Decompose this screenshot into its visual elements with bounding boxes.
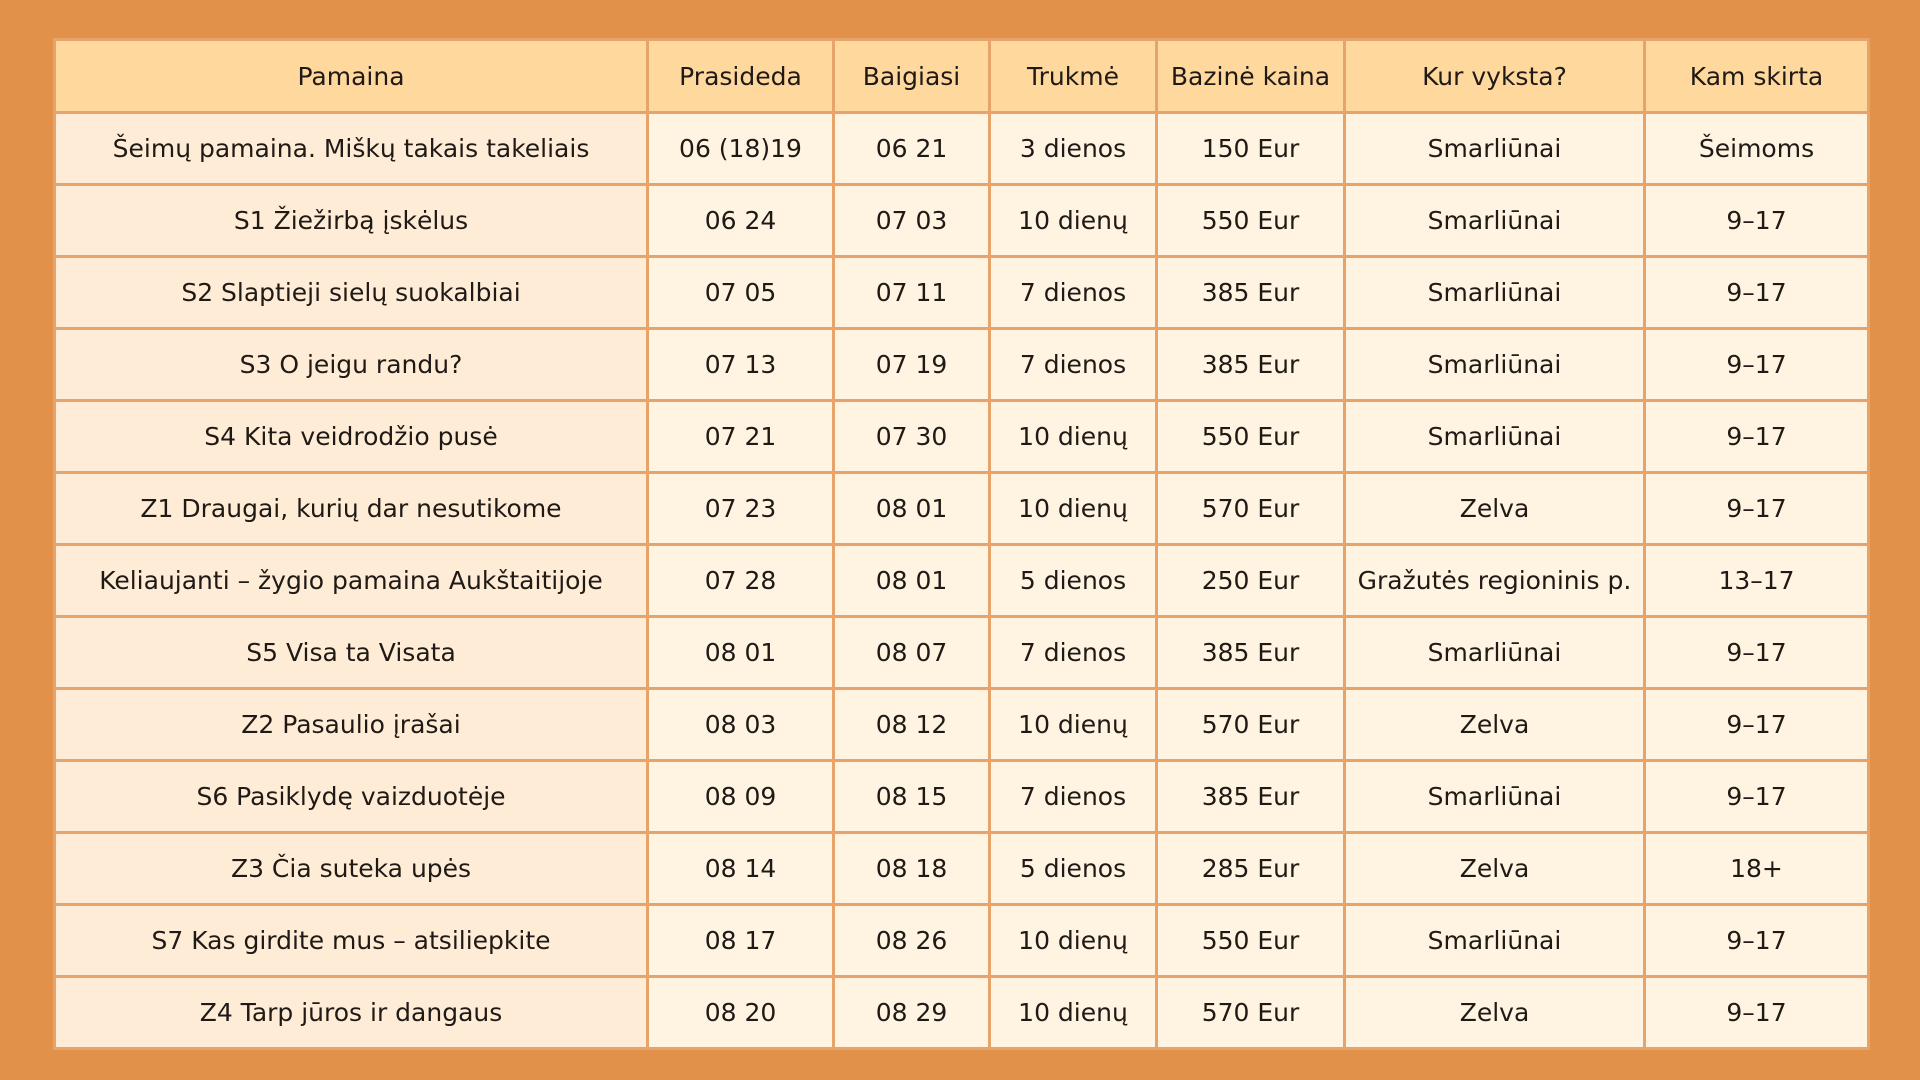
cell-kur-vyksta: Zelva [1345,473,1645,545]
cell-baigiasi: 08 01 [834,545,990,617]
cell-kur-vyksta: Zelva [1345,689,1645,761]
cell-prasideda: 08 09 [648,761,834,833]
table-row [55,977,1869,1049]
cell-baigiasi: 08 12 [834,689,990,761]
cell-kam-skirta: 9–17 [1645,473,1869,545]
cell-pamaina: Z3 Čia suteka upės [55,833,648,905]
cell-pamaina: S5 Visa ta Visata [55,617,648,689]
schedule-table-frame [53,38,1867,1042]
cell-baigiasi: 07 11 [834,257,990,329]
cell-pamaina: Šeimų pamaina. Miškų takais takeliais [55,113,648,185]
cell-baigiasi: 08 15 [834,761,990,833]
cell-trukme: 10 dienų [990,401,1157,473]
table-row [55,113,1869,185]
cell-kur-vyksta: Zelva [1345,977,1645,1049]
cell-baigiasi: 07 19 [834,329,990,401]
cell-kam-skirta: 18+ [1645,833,1869,905]
cell-bazine-kaina: 570 Eur [1157,977,1345,1049]
cell-trukme: 10 dienų [990,185,1157,257]
column-header-kam-skirta: Kam skirta [1645,40,1869,113]
table-row [55,185,1869,257]
camp-schedule-table [53,38,1870,1050]
column-header-pamaina: Pamaina [55,40,648,113]
cell-kur-vyksta: Smarliūnai [1345,113,1645,185]
cell-baigiasi: 08 29 [834,977,990,1049]
cell-bazine-kaina: 385 Eur [1157,617,1345,689]
cell-bazine-kaina: 385 Eur [1157,329,1345,401]
cell-kur-vyksta: Zelva [1345,833,1645,905]
cell-trukme: 7 dienos [990,329,1157,401]
cell-bazine-kaina: 285 Eur [1157,833,1345,905]
cell-pamaina: S6 Pasiklydę vaizduotėje [55,761,648,833]
cell-prasideda: 06 24 [648,185,834,257]
cell-trukme: 10 dienų [990,977,1157,1049]
cell-kur-vyksta: Smarliūnai [1345,185,1645,257]
cell-kam-skirta: 9–17 [1645,257,1869,329]
cell-trukme: 10 dienų [990,473,1157,545]
cell-trukme: 7 dienos [990,617,1157,689]
cell-kam-skirta: 9–17 [1645,689,1869,761]
cell-trukme: 7 dienos [990,761,1157,833]
cell-kam-skirta: 9–17 [1645,185,1869,257]
cell-trukme: 10 dienų [990,689,1157,761]
table-row [55,473,1869,545]
cell-pamaina: S3 O jeigu randu? [55,329,648,401]
cell-bazine-kaina: 550 Eur [1157,401,1345,473]
cell-prasideda: 08 01 [648,617,834,689]
cell-prasideda: 07 13 [648,329,834,401]
cell-trukme: 5 dienos [990,833,1157,905]
column-header-prasideda: Prasideda [648,40,834,113]
cell-prasideda: 08 03 [648,689,834,761]
cell-pamaina: Z1 Draugai, kurių dar nesutikome [55,473,648,545]
cell-prasideda: 07 28 [648,545,834,617]
cell-kam-skirta: 13–17 [1645,545,1869,617]
cell-pamaina: S4 Kita veidrodžio pusė [55,401,648,473]
table-body [55,113,1869,1049]
cell-bazine-kaina: 385 Eur [1157,761,1345,833]
cell-kam-skirta: 9–17 [1645,905,1869,977]
table-row [55,257,1869,329]
cell-bazine-kaina: 150 Eur [1157,113,1345,185]
cell-baigiasi: 08 07 [834,617,990,689]
cell-prasideda: 06 (18)19 [648,113,834,185]
cell-trukme: 5 dienos [990,545,1157,617]
cell-bazine-kaina: 250 Eur [1157,545,1345,617]
cell-prasideda: 07 23 [648,473,834,545]
column-header-bazine-kaina: Bazinė kaina [1157,40,1345,113]
cell-kur-vyksta: Smarliūnai [1345,617,1645,689]
cell-kur-vyksta: Smarliūnai [1345,257,1645,329]
table-row [55,617,1869,689]
cell-baigiasi: 08 01 [834,473,990,545]
column-header-kur-vyksta: Kur vyksta? [1345,40,1645,113]
cell-trukme: 10 dienų [990,905,1157,977]
cell-baigiasi: 08 18 [834,833,990,905]
cell-kam-skirta: Šeimoms [1645,113,1869,185]
cell-kam-skirta: 9–17 [1645,761,1869,833]
cell-pamaina: S1 Žiežirbą įskėlus [55,185,648,257]
cell-kur-vyksta: Gražutės regioninis p. [1345,545,1645,617]
cell-kur-vyksta: Smarliūnai [1345,329,1645,401]
table-row [55,761,1869,833]
cell-prasideda: 08 20 [648,977,834,1049]
table-row [55,329,1869,401]
table-row [55,545,1869,617]
cell-kur-vyksta: Smarliūnai [1345,401,1645,473]
cell-trukme: 3 dienos [990,113,1157,185]
cell-bazine-kaina: 570 Eur [1157,473,1345,545]
table-row [55,401,1869,473]
cell-kam-skirta: 9–17 [1645,617,1869,689]
cell-prasideda: 08 14 [648,833,834,905]
cell-pamaina: S2 Slaptieji sielų suokalbiai [55,257,648,329]
cell-prasideda: 08 17 [648,905,834,977]
header-row [55,40,1869,113]
cell-kam-skirta: 9–17 [1645,329,1869,401]
cell-bazine-kaina: 550 Eur [1157,905,1345,977]
cell-kam-skirta: 9–17 [1645,401,1869,473]
column-header-trukme: Trukmė [990,40,1157,113]
cell-pamaina: Z4 Tarp jūros ir dangaus [55,977,648,1049]
column-header-baigiasi: Baigiasi [834,40,990,113]
cell-trukme: 7 dienos [990,257,1157,329]
table-row [55,905,1869,977]
table-row [55,833,1869,905]
cell-baigiasi: 07 30 [834,401,990,473]
cell-kur-vyksta: Smarliūnai [1345,761,1645,833]
cell-baigiasi: 06 21 [834,113,990,185]
table-row [55,689,1869,761]
cell-bazine-kaina: 550 Eur [1157,185,1345,257]
cell-prasideda: 07 05 [648,257,834,329]
cell-bazine-kaina: 570 Eur [1157,689,1345,761]
cell-baigiasi: 07 03 [834,185,990,257]
cell-baigiasi: 08 26 [834,905,990,977]
cell-kur-vyksta: Smarliūnai [1345,905,1645,977]
cell-pamaina: Z2 Pasaulio įrašai [55,689,648,761]
cell-kam-skirta: 9–17 [1645,977,1869,1049]
cell-pamaina: Keliaujanti – žygio pamaina Aukštaitijoje [55,545,648,617]
table-header [55,40,1869,113]
cell-prasideda: 07 21 [648,401,834,473]
cell-pamaina: S7 Kas girdite mus – atsiliepkite [55,905,648,977]
cell-bazine-kaina: 385 Eur [1157,257,1345,329]
